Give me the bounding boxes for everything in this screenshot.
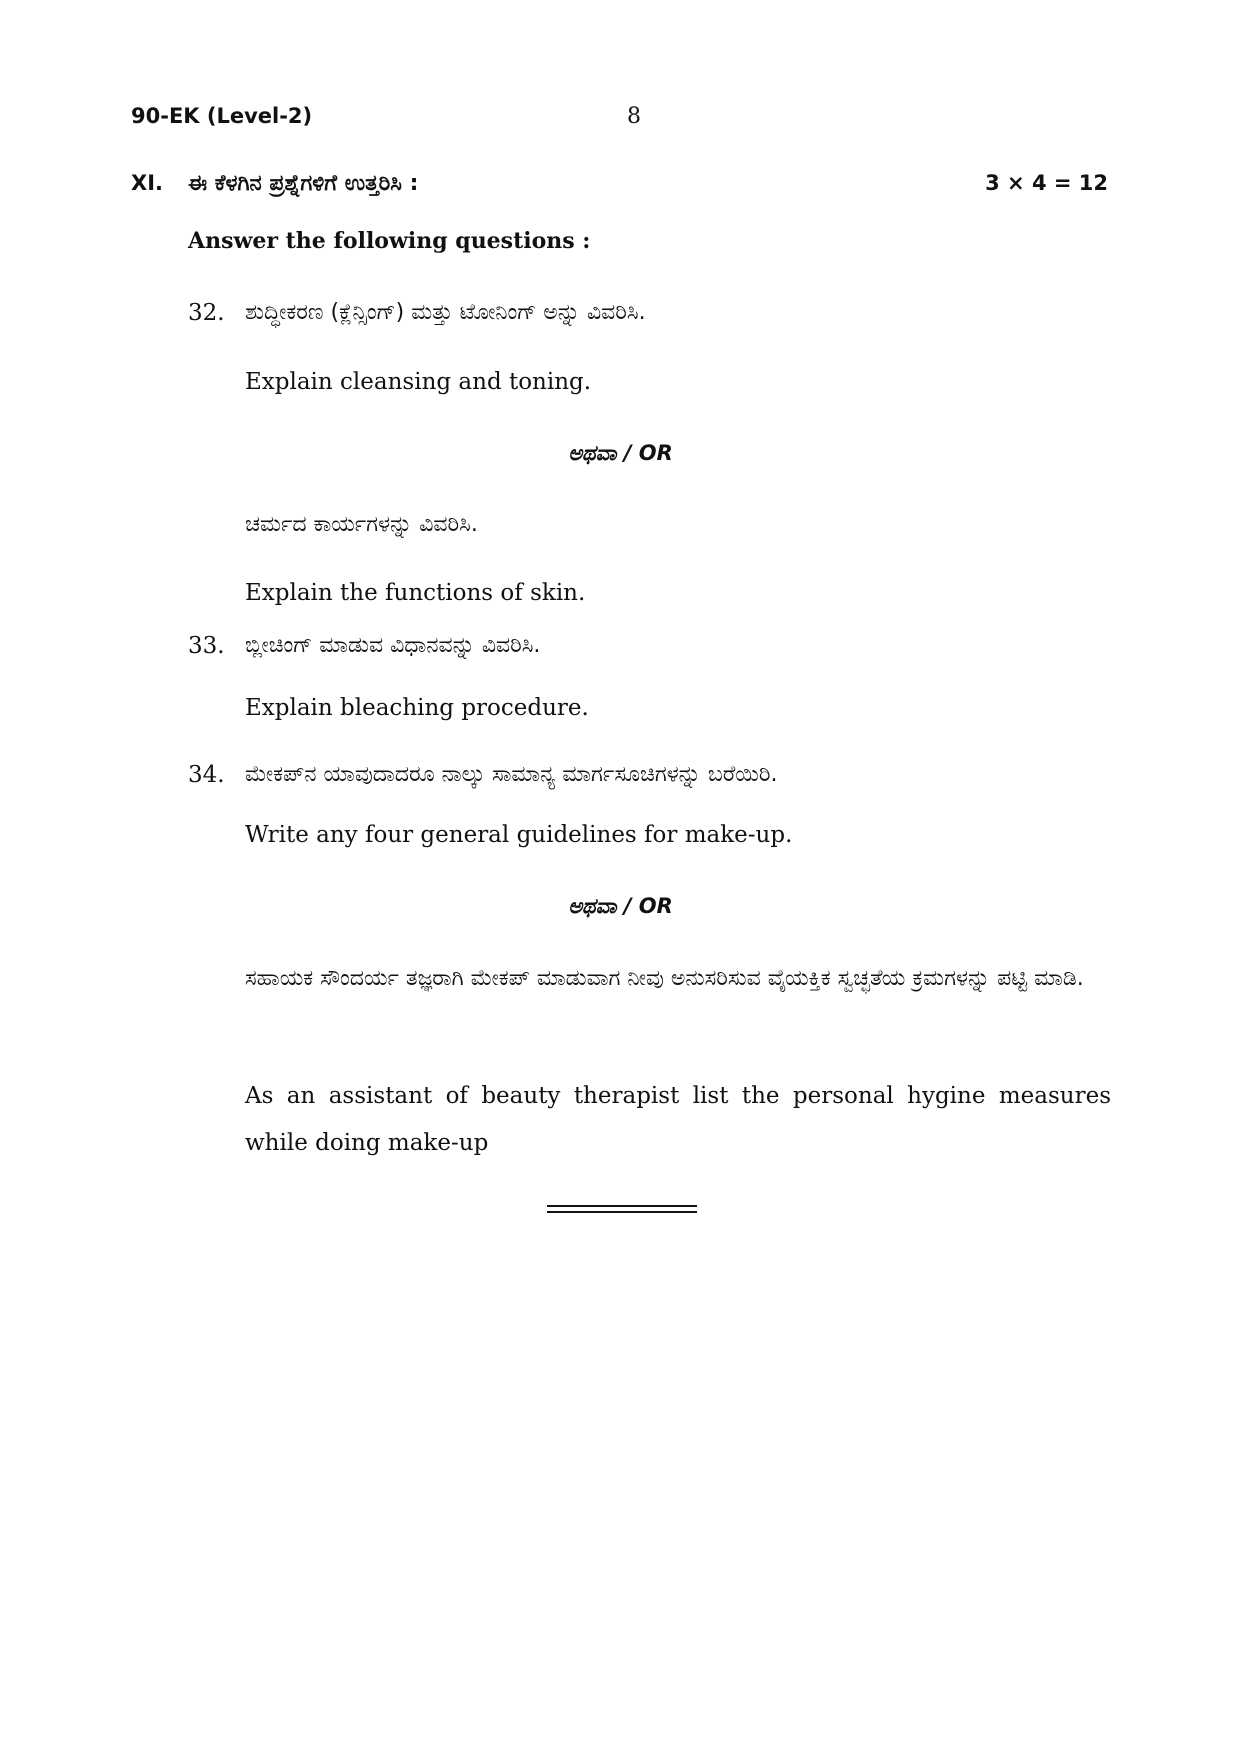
question-34-english: Write any four general guidelines for make-up. — [245, 822, 793, 848]
question-33-english: Explain bleaching procedure. — [245, 695, 589, 721]
section-number: XI. — [131, 171, 163, 195]
or-separator-32: ಅಥವಾ / OR — [568, 441, 673, 465]
question-32-alt-english: Explain the functions of skin. — [245, 580, 586, 606]
question-32-alt-kannada: ಚರ್ಮದ ಕಾರ್ಯಗಳನ್ನು ವಿವರಿಸಿ. — [245, 512, 478, 537]
question-32-kannada: ಶುದ್ಧೀಕರಣ (ಕ್ಲೆನ್ಸಿಂಗ್) ಮತ್ತು ಟೋನಿಂಗ್ ಅನ್ನು ವಿವರಿಸಿ. — [245, 300, 646, 325]
question-number-33: 33. — [188, 633, 225, 659]
or-separator-34: ಅಥವಾ / OR — [568, 894, 673, 918]
end-rule-top — [547, 1205, 697, 1207]
section-title-english: Answer the following questions : — [188, 228, 591, 254]
end-rule-bottom — [547, 1211, 697, 1213]
question-number-34: 34. — [188, 762, 225, 788]
question-32-english: Explain cleansing and toning. — [245, 369, 592, 395]
section-title-kannada: ಈ ಕೆಳಗಿನ ಪ್ರಶ್ನೆಗಳಿಗೆ ಉತ್ತರಿಸಿ : — [188, 171, 419, 196]
question-33-kannada: ಬ್ಲೀಚಿಂಗ್ ಮಾಡುವ ವಿಧಾನವನ್ನು ವಿವರಿಸಿ. — [245, 633, 541, 658]
page-number: 8 — [627, 104, 641, 129]
question-34-alt-kannada: ಸಹಾಯಕ ಸೌಂದರ್ಯ ತಜ್ಞರಾಗಿ ಮೇಕಪ್ ಮಾಡುವಾಗ ನೀವು ಅನುಸರಿಸುವ ವೈಯಕ್ತಿಕ ಸ್ವಚ್ಛತೆಯ ಕ್ರಮಗಳನ್ನು ಪಟ್ಟಿ ಮಾಡಿ. — [245, 966, 1084, 991]
paper-code: 90-EK (Level-2) — [131, 104, 313, 128]
section-marks: 3 × 4 = 12 — [985, 171, 1108, 195]
question-number-32: 32. — [188, 300, 225, 326]
question-34-alt-english: As an assistant of beauty therapist list the personal hygine measures while doing make-up — [245, 1083, 1111, 1156]
question-34-kannada: ಮೇಕಪ್‌ನ ಯಾವುದಾದರೂ ನಾಲ್ಕು ಸಾಮಾನ್ಯ ಮಾರ್ಗಸೂಚಿಗಳನ್ನು ಬರೆಯಿರಿ. — [245, 762, 778, 787]
